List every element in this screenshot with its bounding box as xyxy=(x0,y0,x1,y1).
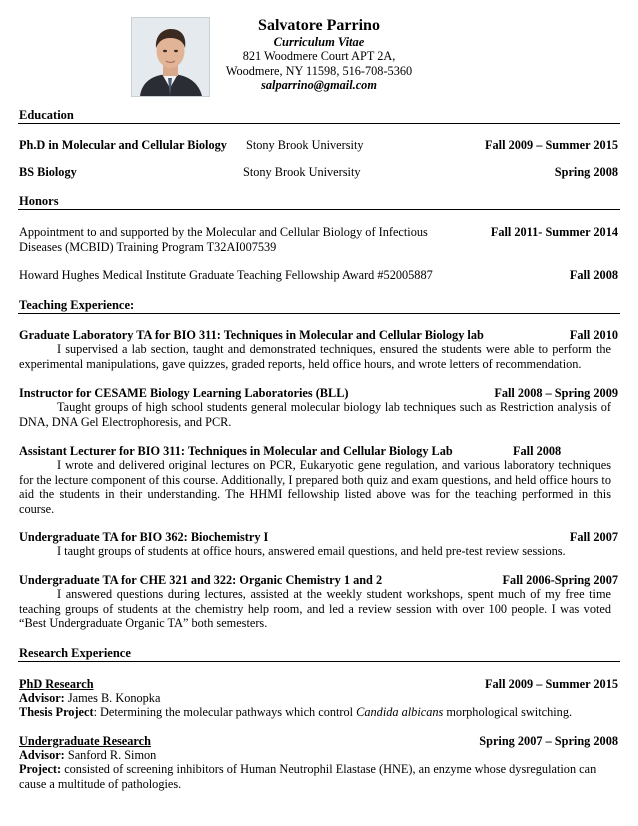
advisor-name: James B. Konopka xyxy=(67,691,161,705)
thesis-project-text: : Determining the molecular pathways which control xyxy=(93,705,357,719)
teaching-description: I taught groups of students at office hours, answered email questions, and held pre-test review sessions. xyxy=(57,544,566,558)
project-label: Project: xyxy=(19,762,62,776)
candidate-name: Salvatore Parrino xyxy=(258,17,380,34)
teaching-dates: Fall 2010 xyxy=(569,328,618,342)
address-line-2: Woodmere, NY 11598, 516-708-5360 xyxy=(225,64,413,78)
species-name: Candida albicans xyxy=(356,705,444,719)
advisor-label: Advisor: xyxy=(19,691,65,705)
education-degree: BS Biology xyxy=(19,165,77,179)
honor-item: Howard Hughes Medical Institute Graduate Teaching Fellowship Award #52005887 xyxy=(19,268,433,282)
profile-photo xyxy=(131,17,210,97)
section-divider xyxy=(18,209,620,210)
teaching-role: Undergraduate TA for CHE 321 and 322: Organic Chemistry 1 and 2 xyxy=(19,573,383,587)
teaching-dates: Fall 2006-Spring 2007 xyxy=(502,573,618,587)
project-text: consisted of screening inhibitors of Human Neutrophil Elastase (HNE), an enzyme whose dysregulation can cause a multitude of pathologies. xyxy=(19,762,597,791)
undergrad-research-heading: Undergraduate Research xyxy=(19,734,151,748)
teaching-role: Instructor for CESAME Biology Learning Laboratories (BLL) xyxy=(19,386,349,400)
teaching-description: Taught groups of high school students general molecular biology lab techniques such as Restriction analysis of DNA, DNA Gel Electrophoresis, and PCR. xyxy=(19,400,611,429)
teaching-description: I wrote and delivered original lectures on PCR, Eukaryotic gene regulation, and various laboratory techniques for the lecture component of this course. Additionally, I prepared both quiz and exam questions, and held office hours to aid the students in their understanding. The HHMI fellowship listed above was for the teaching performed in this course. xyxy=(19,458,611,516)
education-school: Stony Brook University xyxy=(243,165,361,179)
teaching-dates: Fall 2007 xyxy=(569,530,618,544)
undergrad-research-dates: Spring 2007 – Spring 2008 xyxy=(479,734,618,748)
address-line-1: 821 Woodmere Court APT 2A, xyxy=(242,49,396,63)
advisor-name: Sanford R. Simon xyxy=(67,748,157,762)
email-address[interactable]: salparrino@gmail.com xyxy=(261,78,377,92)
portrait-image xyxy=(132,18,209,96)
undergrad-advisor xyxy=(19,748,156,763)
thesis-project-label: Thesis Project xyxy=(19,705,94,719)
honors-heading: Honors xyxy=(19,194,59,208)
teaching-role: Undergraduate TA for BIO 362: Biochemistry I xyxy=(19,530,269,544)
advisor-label: Advisor: xyxy=(19,748,65,762)
teaching-dates: Fall 2008 xyxy=(513,444,562,458)
teaching-role: Graduate Laboratory TA for BIO 311: Techniques in Molecular and Cellular Biology lab xyxy=(19,328,484,342)
section-divider xyxy=(18,313,620,314)
phd-thesis-project xyxy=(19,705,619,720)
phd-advisor xyxy=(19,691,160,706)
thesis-project-text-end: morphological switching. xyxy=(443,705,573,719)
education-heading: Education xyxy=(19,108,74,122)
phd-research-heading: PhD Research xyxy=(19,677,94,691)
teaching-description: I supervised a lab section, taught and demonstrated techniques, ensured the students were able to perform the experimental manipulations, gave quizzes, graded reports, held office hours, and wrote letters of recommendation. xyxy=(19,342,611,371)
research-heading: Research Experience xyxy=(19,646,131,660)
education-degree: Ph.D in Molecular and Cellular Biology xyxy=(19,138,227,152)
teaching-heading: Teaching Experience: xyxy=(19,298,135,312)
section-divider xyxy=(18,123,620,124)
teaching-description: I answered questions during lectures, assisted at the weekly student workshops, spent much of my free time teaching groups of students at the chemistry help room, and led a review session with over 100 people. I was voted “Best Undergraduate Organic TA” both semesters. xyxy=(19,587,611,631)
education-dates: Spring 2008 xyxy=(554,165,618,179)
education-school: Stony Brook University xyxy=(246,138,364,152)
phd-research-dates: Fall 2009 – Summer 2015 xyxy=(485,677,618,691)
honor-item: Appointment to and supported by the Molecular and Cellular Biology of Infectious Diseases (MCBID) Training Program T32AI007539 xyxy=(19,225,428,254)
education-dates: Fall 2009 – Summer 2015 xyxy=(485,138,618,152)
honor-dates: Fall 2008 xyxy=(569,268,618,282)
document-subtitle: Curriculum Vitae xyxy=(273,35,365,49)
teaching-dates: Fall 2008 – Spring 2009 xyxy=(494,386,618,400)
section-divider xyxy=(18,661,620,662)
teaching-role: Assistant Lecturer for BIO 311: Techniques in Molecular and Cellular Biology Lab xyxy=(19,444,453,458)
honor-dates: Fall 2011- Summer 2014 xyxy=(490,225,618,239)
undergrad-project xyxy=(19,762,599,791)
